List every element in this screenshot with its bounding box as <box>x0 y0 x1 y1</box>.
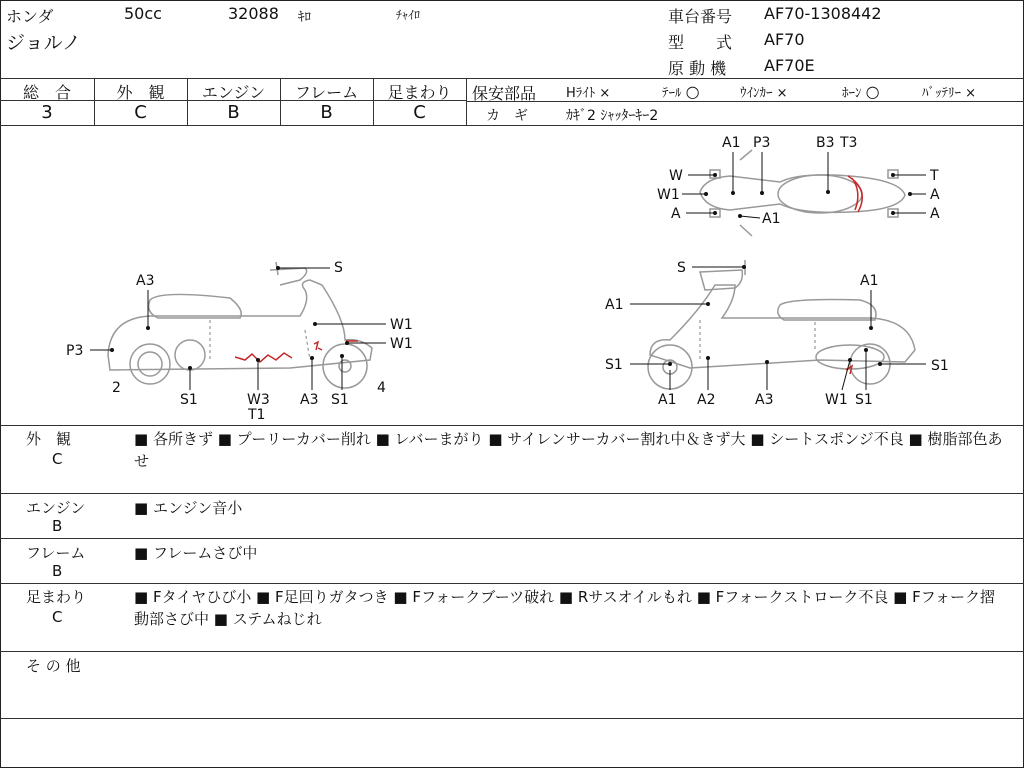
maker: ホンダ <box>6 7 54 26</box>
grade-exterior-value: C <box>134 102 147 123</box>
model-name: ジョルノ <box>6 32 81 54</box>
diagram-label: S1 <box>931 358 949 374</box>
section-text: ■ Fタイヤひび小 ■ F足回りガタつき ■ Fフォークブーツ破れ ■ Rサスオイルもれ ■ Fフォークストローク不良 ■ Fフォーク摺動部さび中 ■ ステムねじれ <box>134 588 995 628</box>
section-title: 外 観 <box>26 430 72 448</box>
diagram-label: P3 <box>753 135 771 151</box>
divider <box>466 78 467 125</box>
safety-battery: ﾊﾞｯﾃﾘｰ × <box>922 86 977 101</box>
grade-suspension-value: C <box>413 102 426 123</box>
type-label: 型 式 <box>668 33 733 52</box>
grade-overall-label: 総 合 <box>22 83 71 102</box>
grade-frame-value: B <box>320 102 333 123</box>
diagram-label: S <box>334 260 343 276</box>
grade-suspension-label: 足まわり <box>387 83 452 102</box>
grade-exterior-label: 外 観 <box>116 83 165 102</box>
section-grade: B <box>52 517 63 535</box>
grade-overall-value: 3 <box>41 102 53 123</box>
section-title: そ の 他 <box>26 657 81 675</box>
diagram-label: W1 <box>390 336 413 352</box>
diagram-label: W1 <box>390 317 413 333</box>
diagram-label: A3 <box>136 273 155 289</box>
damage-diagram <box>0 126 1024 426</box>
diagram-label: S1 <box>180 392 198 408</box>
diagram-label: A1 <box>658 392 677 408</box>
key-label: カ ギ <box>486 108 528 124</box>
diagram-label: T <box>930 168 939 184</box>
diagram-label: 4 <box>377 380 386 396</box>
section-grade: C <box>52 450 63 468</box>
engine-label: 原 動 機 <box>668 59 727 78</box>
divider <box>0 583 1024 584</box>
safety-winker: ｳｲﾝｶｰ × <box>740 86 788 101</box>
diagram-label: S1 <box>331 392 349 408</box>
diagram-label: A1 <box>860 273 879 289</box>
frame-no: AF70-1308442 <box>764 4 882 23</box>
diagram-label: A1 <box>762 211 781 227</box>
safety-headlight: Hﾗｲﾄ × <box>566 86 611 101</box>
scooter-top-view <box>700 150 905 236</box>
safety-horn: ﾎｰﾝ ○ <box>842 82 880 101</box>
diagram-label: T1 <box>248 407 266 423</box>
diagram-label: A2 <box>697 392 716 408</box>
divider <box>0 493 1024 494</box>
color: ﾁｬｲﾛ <box>396 8 421 22</box>
diagram-label: A <box>930 187 940 203</box>
diagram-label: W1 <box>825 392 848 408</box>
diagram-label: W3 <box>247 392 270 408</box>
divider <box>466 101 1024 102</box>
diagram-label: A <box>671 206 681 222</box>
section-text: ■ フレームさび中 <box>134 544 258 562</box>
mileage: 32088 <box>228 4 279 23</box>
section-title: エンジン <box>26 499 86 517</box>
displacement: 50cc <box>124 4 162 23</box>
section-title: フレーム <box>26 544 86 562</box>
safety-tail: ﾃｰﾙ ○ <box>662 82 700 101</box>
diagram-label: B3 <box>816 135 835 151</box>
diagram-label: S1 <box>855 392 873 408</box>
diagram-label: W1 <box>657 187 680 203</box>
divider <box>0 651 1024 652</box>
diagram-label: T3 <box>840 135 858 151</box>
mileage-unit: ｷﾛ <box>298 10 311 25</box>
section-text: ■ 各所きず ■ プーリーカバー削れ ■ レバーまがり ■ サイレンサーカバー割れ中＆きず大 ■ シートスポンジ不良 ■ 樹脂部色あせ <box>134 430 1003 470</box>
engine-value: AF70E <box>764 56 815 75</box>
grade-engine-label: エンジン <box>201 83 266 102</box>
type-value: AF70 <box>764 30 805 49</box>
diagram-label: A1 <box>722 135 741 151</box>
section-grade: C <box>52 608 63 626</box>
divider <box>0 538 1024 539</box>
divider <box>0 425 1024 426</box>
diagram-label: A3 <box>300 392 319 408</box>
diagram-label: S <box>677 260 686 276</box>
grade-frame-label: フレーム <box>294 83 359 102</box>
diagram-label: P3 <box>66 343 84 359</box>
diagram-label: A <box>930 206 940 222</box>
key-value: ｶｷﾞ2 ｼｬｯﾀｰｷｰ2 <box>566 108 659 124</box>
diagram-label: A1 <box>605 297 624 313</box>
frame-no-label: 車台番号 <box>668 7 733 26</box>
grade-engine-value: B <box>227 102 240 123</box>
safety-label: 保安部品 <box>472 84 537 103</box>
divider <box>0 718 1024 719</box>
diagram-label: 2 <box>112 380 121 396</box>
diagram-label: A3 <box>755 392 774 408</box>
section-grade: B <box>52 562 63 580</box>
diagram-label: S1 <box>605 357 623 373</box>
section-text: ■ エンジン音小 <box>134 499 243 517</box>
diagram-label: W <box>669 168 683 184</box>
section-title: 足まわり <box>26 588 87 606</box>
divider <box>0 78 1024 79</box>
